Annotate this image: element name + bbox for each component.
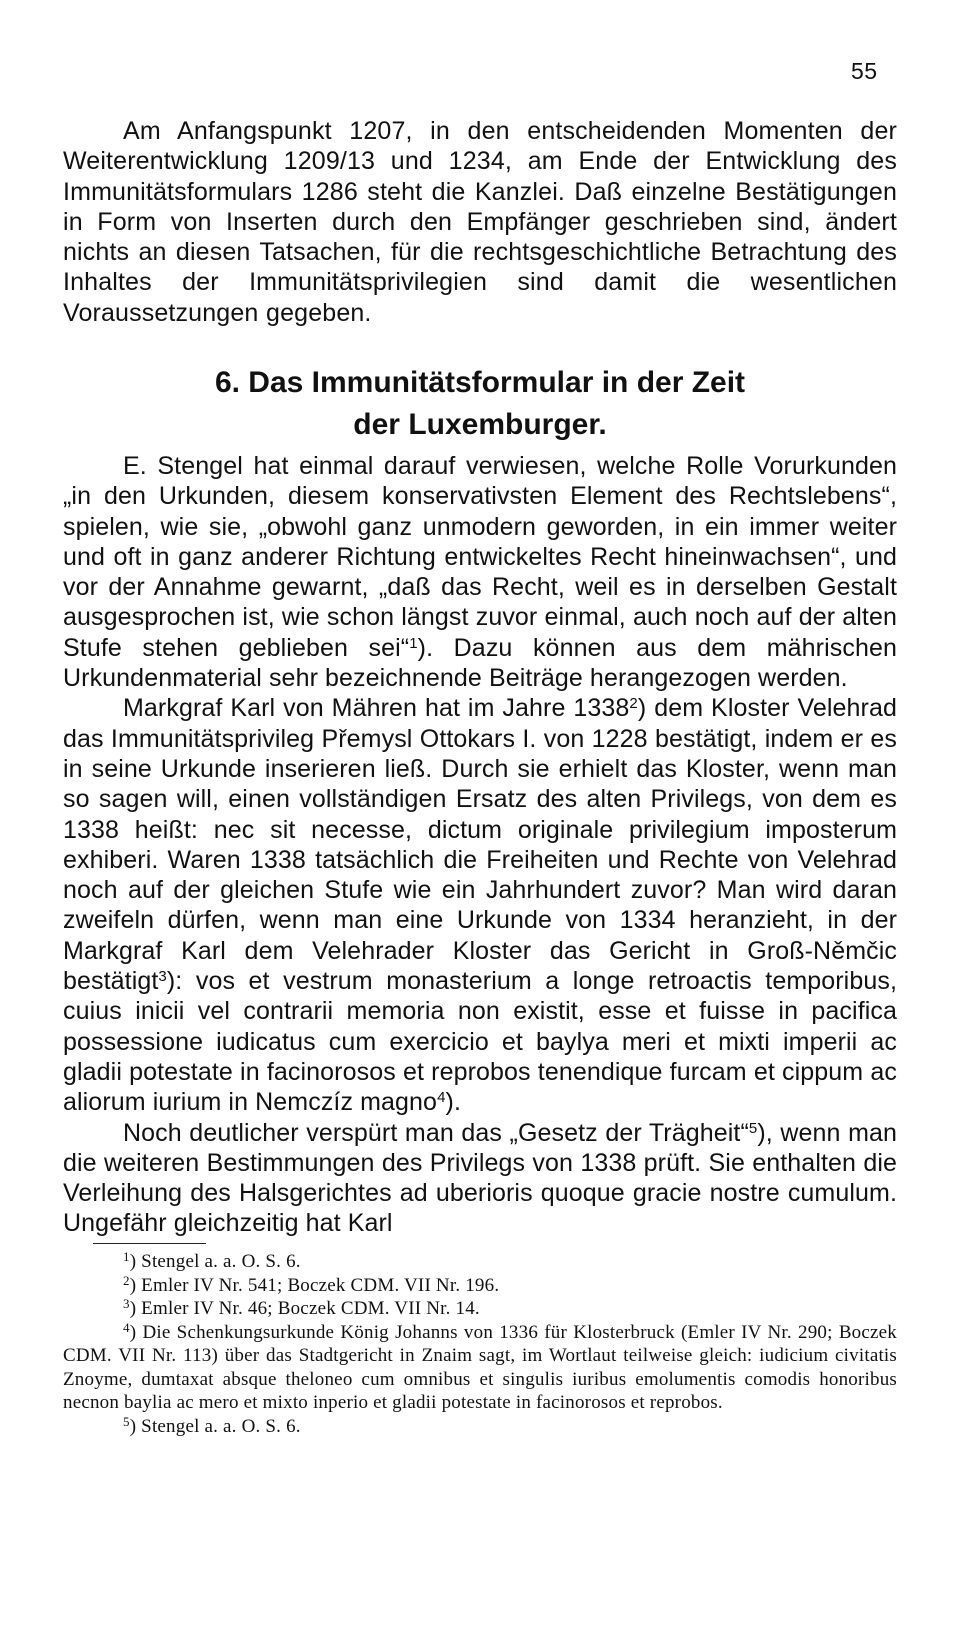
paragraph-3-text-4: ).	[445, 1088, 461, 1117]
footnote-4	[63, 1321, 897, 1415]
footnote-3	[63, 1297, 897, 1321]
paragraph-2-text-2: ). Dazu können aus dem mährischen Urkundenmaterial sehr bezeichnende Beiträge herangezogen werden.	[63, 633, 897, 693]
text-block-main	[63, 451, 897, 1239]
paragraph-3-text-2: ) dem Kloster Velehrad das Immunitätsprivileg Přemysl Ottokars I. von 1228 bestätigt, indem er es in seine Urkunde inserieren ließ. Durch sie erhielt das Kloster, wenn man so sagen will, einen vollständigen Ersatz des alten Privilegs, von dem es 1338 heißt: nec sit necesse, dictum originale privilegium imposterum exhiberi. Waren 1338 tatsächlich die Freiheiten und Rechte von Velehrad noch auf der gleichen Stufe wie ein Jahrhundert zuvor? Man wird daran zweifeln dürfen, wenn man eine Urkunde von 1334 heranzieht, in der Markgraf Karl dem Velehrader Kloster das Gericht in Groß-Němčic bestätigt	[63, 694, 897, 996]
footnote-text: ) Stengel a. a. O. S. 6.	[129, 1251, 301, 1272]
footnote-5	[63, 1415, 897, 1439]
section-heading-line-1: 6. Das Immunitätsformular in der Zeit	[214, 366, 746, 399]
footnote-text: ) Die Schenkungsurkunde König Johanns von 1336 für Klosterbruck (Emler IV Nr. 290; Boczek CDM. VII Nr. 113) über das Stadtgericht in Znaim sagt, im Wortlaut teilweise gleich: iudicium civitatis Znoyme, dumtaxat absque theloneo cum omnibus et singulis iuribus emolumentis comodis honoribus necnon baylia ac mero et mixto inperio et gladii potestate in facinorosos et reprobos.	[63, 1321, 897, 1413]
paragraph-4-text-2: ), wenn man die weiteren Bestimmungen des Privilegs von 1338 prüft. Sie enthalten die Verleihung des Halsgerichtes ad uberioris quoque gracie nostre cumulum. Ungefähr gleichzeitig hat Karl	[63, 1118, 897, 1238]
footnote-marker: 1	[123, 1249, 130, 1264]
paragraph-3	[63, 693, 897, 1117]
paragraph-4	[63, 1118, 897, 1239]
text-block-top	[63, 116, 897, 328]
paragraph-3-text-1: Markgraf Karl von Mähren hat im Jahre 1338	[123, 694, 630, 723]
section-heading	[63, 362, 897, 446]
page-number: 55	[851, 58, 878, 84]
paragraph-3-text-3: ): vos et vestrum monasterium a longe retroactis temporibus, cuius inicii vel contrarii memoria non existit, esse et fuisse in pacifica possessione iudicatus cum exercicio et baylya meri et mixti imperii ac gladii potestate in facinorosos et reprobos tenendique furcam et cippum ac aliorum iurium in Nemczíz magno	[63, 967, 897, 1117]
footnote-ref-2: 2	[629, 695, 638, 713]
footnote-ref-3: 3	[158, 968, 167, 986]
paragraph-4-text-1: Noch deutlicher verspürt man das „Gesetz der Trägheit“	[123, 1118, 749, 1147]
footnote-divider	[93, 1243, 206, 1244]
footnote-1	[63, 1250, 897, 1274]
footnote-marker: 4	[123, 1319, 130, 1335]
paragraph-2	[63, 451, 897, 693]
footnote-marker: 5	[123, 1413, 130, 1429]
footnote-text: ) Emler IV Nr. 46; Boczek CDM. VII Nr. 14.	[129, 1298, 480, 1319]
footnote-ref-1: 1	[409, 634, 418, 652]
paragraph-1: Am Anfangspunkt 1207, in den entscheidenden Momenten der Weiterentwicklung 1209/13 und 1234, am Ende der Entwicklung des Immunitätsformulars 1286 steht die Kanzlei. Daß einzelne Bestätigungen in Form von Inserten durch den Empfänger geschrieben sind, ändert nichts an diesen Tatsachen, für die rechtsgeschichtliche Betrachtung des Inhaltes der Immunitätsprivilegien sind damit die wesentlichen Voraussetzungen gegeben.	[63, 117, 897, 327]
footnote-ref-4: 4	[437, 1089, 446, 1107]
footnote-text: ) Emler IV Nr. 541; Boczek CDM. VII Nr. 196.	[129, 1274, 500, 1296]
footnote-ref-5: 5	[748, 1119, 758, 1137]
paragraph-2-text-1: E. Stengel hat einmal darauf verwiesen, welche Rolle Vorurkunden „in den Urkunden, diesem konservativsten Element des Rechtslebens“, spielen, wie sie, „obwohl ganz unmodern geworden, in ein immer weiter und oft in ganz anderer Richtung entwickeltes Recht hineinwachsen“, und vor der Annahme gewarnt, „daß das Recht, weil es in derselben Gestalt ausgesprochen ist, wie schon längst zuvor einmal, auch noch auf der alten Stufe stehen geblieben sei“	[63, 452, 897, 662]
footnote-text: ) Stengel a. a. O. S. 6.	[129, 1415, 301, 1437]
footnote-marker: 2	[123, 1272, 130, 1288]
footnotes	[63, 1250, 897, 1438]
footnote-marker: 3	[123, 1296, 130, 1311]
footnote-2	[63, 1274, 897, 1298]
section-heading-line-2: der Luxemburger.	[353, 408, 607, 441]
